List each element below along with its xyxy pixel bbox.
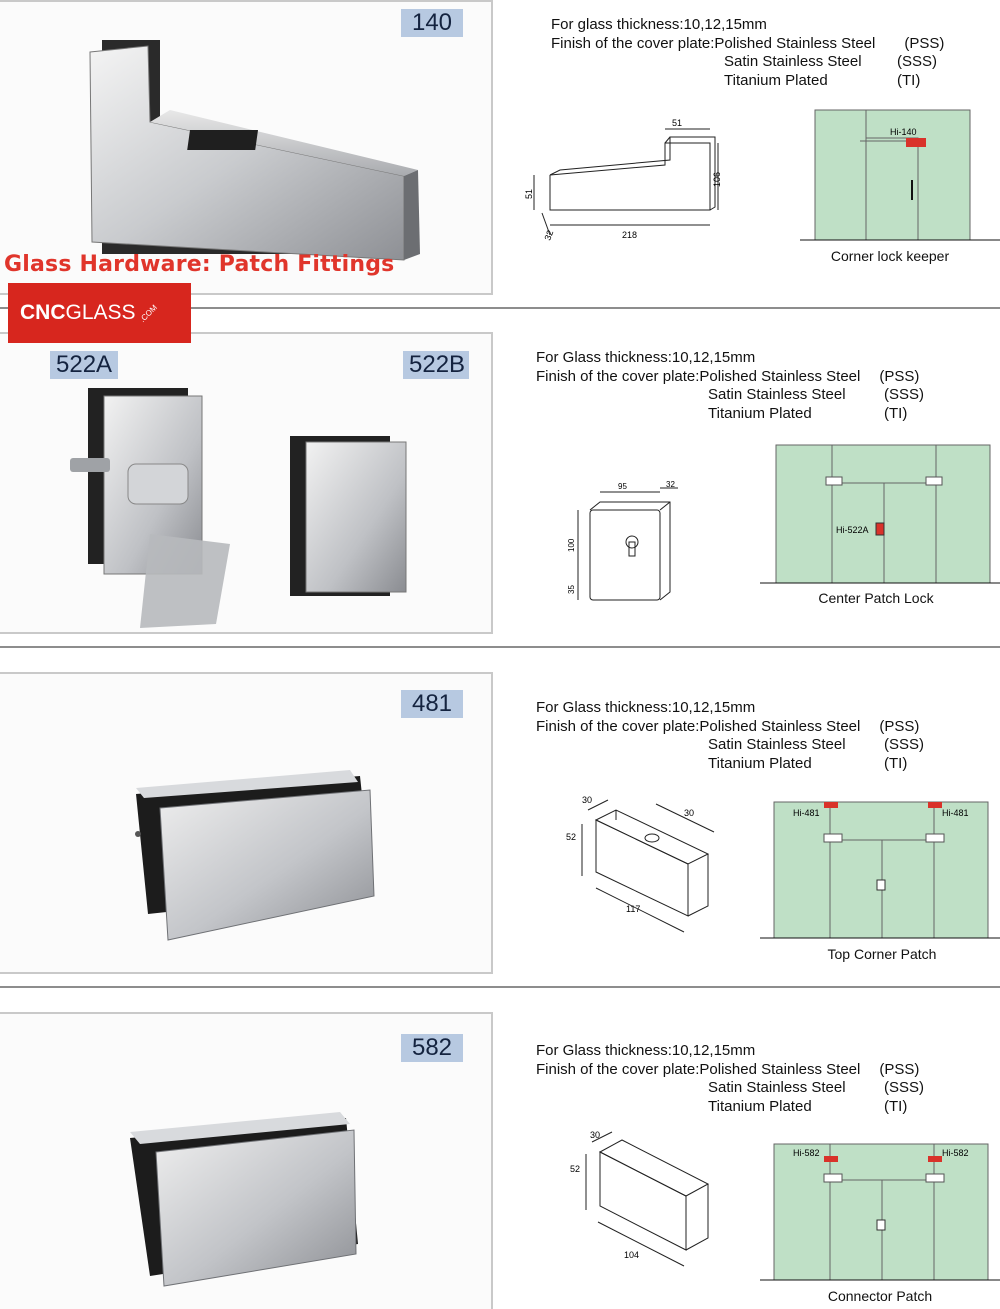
logo-text: .COM xyxy=(137,302,159,324)
finish-label: Finish of the cover plate: xyxy=(536,1060,700,1078)
model-label-582: 582 xyxy=(401,1034,463,1062)
door-diagram-522 xyxy=(760,443,1000,585)
finish-code: (SSS) xyxy=(884,386,925,403)
spec-block-582 xyxy=(536,1042,924,1116)
product-photo-panel-140 xyxy=(0,0,493,295)
dim-label: 30 xyxy=(582,795,593,805)
door-tag: Hi-481 xyxy=(942,808,969,818)
logo-text: GLASS xyxy=(65,301,136,324)
dim-label: 52 xyxy=(570,1164,581,1174)
finish-code: (TI) xyxy=(884,404,908,422)
dim-label: 100 xyxy=(567,538,576,552)
door-tag: Hi-140 xyxy=(890,127,917,137)
door-diagram-140 xyxy=(800,108,1000,243)
brand-logo xyxy=(8,283,191,343)
finish-code: (PSS) xyxy=(879,367,920,385)
model-label-140: 140 xyxy=(401,9,463,37)
dim-label: 30 xyxy=(684,808,695,818)
finish-code: (SSS) xyxy=(884,736,925,753)
caption-582: Connector Patch xyxy=(827,1288,933,1304)
finish-label: Finish of the cover plate: xyxy=(536,717,700,735)
door-diagram-582 xyxy=(760,1142,1000,1282)
dim-label: 32 xyxy=(666,480,675,489)
finish-code: (SSS) xyxy=(884,1079,925,1096)
dim-label: 218 xyxy=(622,230,638,240)
dimension-diagram-140 xyxy=(520,115,740,255)
finish-code: (TI) xyxy=(897,71,921,89)
finish-label: Finish of the cover plate: xyxy=(536,367,700,385)
finish-code: (SSS) xyxy=(897,53,938,70)
dimension-diagram-582 xyxy=(566,1128,716,1278)
finish-value: Satin Stainless Steel xyxy=(708,1079,846,1096)
model-label-522a: 522A xyxy=(50,351,118,379)
door-tag: Hi-582 xyxy=(793,1148,820,1158)
section-divider xyxy=(0,986,1000,988)
dimension-diagram-522 xyxy=(560,480,690,610)
finish-code: (PSS) xyxy=(879,717,920,735)
finish-value: Titanium Plated xyxy=(708,404,812,422)
finish-value: Satin Stainless Steel xyxy=(724,53,862,70)
thickness-line: For glass thickness:10,12,15mm xyxy=(551,16,767,33)
spec-block-481 xyxy=(536,699,924,773)
caption-522: Center Patch Lock xyxy=(818,590,934,606)
finish-code: (TI) xyxy=(884,1097,908,1115)
finish-value: Polished Stainless Steel xyxy=(699,367,861,385)
spec-block-140 xyxy=(551,16,944,90)
spec-block-522 xyxy=(536,349,924,423)
section-divider xyxy=(0,646,1000,648)
dim-label: 117 xyxy=(626,904,641,914)
dimension-diagram-481 xyxy=(560,790,720,950)
thickness-line: For Glass thickness:10,12,15mm xyxy=(536,1042,756,1059)
door-tag: Hi-481 xyxy=(793,808,820,818)
finish-value: Polished Stainless Steel xyxy=(699,717,861,735)
finish-value: Polished Stainless Steel xyxy=(714,34,876,52)
caption-481: Top Corner Patch xyxy=(827,946,937,962)
dim-label: 95 xyxy=(618,482,627,491)
dim-label: 52 xyxy=(566,832,577,842)
door-tag: Hi-582 xyxy=(942,1148,969,1158)
caption-140: Corner lock keeper xyxy=(830,248,950,264)
dim-label: 51 xyxy=(672,118,683,128)
finish-value: Satin Stainless Steel xyxy=(708,386,846,403)
dim-label: 106 xyxy=(712,171,722,187)
patch-lock-photo xyxy=(0,334,493,636)
dim-label: 30 xyxy=(590,1130,601,1140)
brand-title: Glass Hardware: Patch Fittings xyxy=(4,252,395,277)
finish-value: Titanium Plated xyxy=(724,71,828,89)
model-label-522b: 522B xyxy=(403,351,469,379)
door-tag: Hi-522A xyxy=(836,525,869,535)
dim-label: 35 xyxy=(567,585,576,594)
dim-label: 51 xyxy=(524,188,534,199)
finish-value: Satin Stainless Steel xyxy=(708,736,846,753)
top-patch-photo xyxy=(0,674,493,976)
finish-value: Titanium Plated xyxy=(708,754,812,772)
logo-text: CNC xyxy=(20,301,66,324)
dim-label: 32 xyxy=(542,228,556,242)
finish-code: (PSS) xyxy=(904,34,945,52)
finish-label: Finish of the cover plate: xyxy=(551,34,715,52)
finish-value: Titanium Plated xyxy=(708,1097,812,1115)
finish-code: (TI) xyxy=(884,754,908,772)
model-label-481: 481 xyxy=(401,690,463,718)
finish-code: (PSS) xyxy=(879,1060,920,1078)
thickness-line: For Glass thickness:10,12,15mm xyxy=(536,349,756,366)
door-diagram-481 xyxy=(760,800,1000,940)
finish-value: Polished Stainless Steel xyxy=(699,1060,861,1078)
thickness-line: For Glass thickness:10,12,15mm xyxy=(536,699,756,716)
dim-label: 104 xyxy=(624,1250,640,1260)
